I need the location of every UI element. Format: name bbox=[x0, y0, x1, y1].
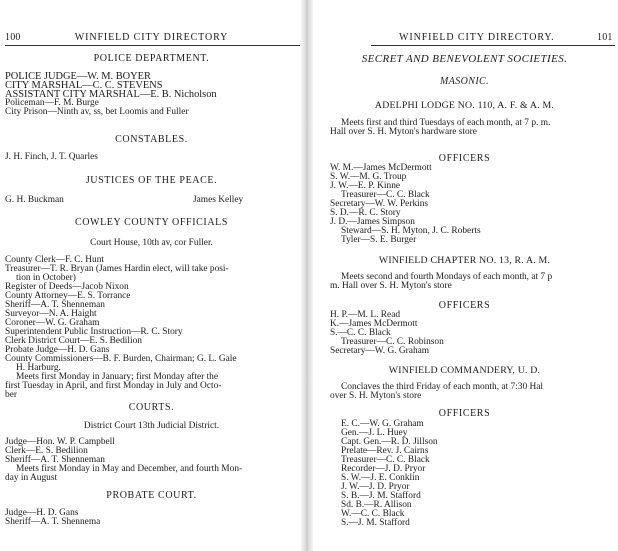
county-line: Surveyor—N. A. Haight bbox=[5, 309, 97, 319]
officer-line: S. W.—M. G. Troup bbox=[330, 172, 407, 182]
county-line: Coroner—W. G. Graham bbox=[5, 318, 100, 328]
officer-line: Treasurer—C. C. Robinson bbox=[341, 337, 444, 347]
header-rule bbox=[5, 45, 300, 46]
running-head: WINFIELD CITY DIRECTORY. bbox=[399, 32, 555, 43]
officer-line: Treasurer—C. C. Black bbox=[341, 455, 430, 465]
police-line: ASSISTANT CITY MARSHAL—E. B. Nicholson bbox=[5, 89, 217, 100]
courts-heading: COURTS. bbox=[128, 402, 175, 413]
probate-line: Judge—H. D. Gans bbox=[5, 508, 79, 518]
officer-line: S.—J. M. Stafford bbox=[341, 518, 410, 528]
officer-line: Sd. B.—R. Allison bbox=[341, 500, 412, 510]
chapter-heading: WINFIELD CHAPTER NO. 13, R. A. M. bbox=[378, 255, 551, 266]
masonic-subtitle: MASONIC. bbox=[439, 76, 490, 87]
officers-heading: OFFICERS bbox=[438, 300, 491, 311]
right-page bbox=[311, 0, 618, 551]
police-line: POLICE JUDGE—W. M. BOYER bbox=[5, 71, 151, 82]
officer-line: J. W.—J. D. Pryor bbox=[341, 482, 410, 492]
officers-heading: OFFICERS bbox=[438, 153, 491, 164]
page-number: 100 bbox=[5, 32, 21, 43]
county-line: Probate Judge—H. D. Gans bbox=[5, 345, 110, 355]
officer-line: E. C.—W. G. Graham bbox=[341, 419, 424, 429]
officer-line: J. W.—E. P. Kinne bbox=[330, 181, 401, 191]
constables-names: J. H. Finch, J. T. Quarles bbox=[5, 152, 98, 162]
officer-line: S. W.—J. E. Conklin bbox=[341, 473, 420, 483]
courts-line: day in August bbox=[5, 473, 58, 483]
county-line: County Attorney—E. S. Torrance bbox=[5, 291, 131, 301]
constables-heading: CONSTABLES. bbox=[115, 134, 188, 145]
county-line: H. Harburg. bbox=[16, 363, 61, 373]
page-number: 101 bbox=[597, 32, 613, 43]
county-line: Meets first Monday in January; first Monday after the bbox=[16, 372, 219, 382]
justices-heading: JUSTICES OF THE PEACE. bbox=[85, 175, 218, 186]
police-line: Policeman—F. M. Burge bbox=[5, 98, 99, 108]
justice-name: James Kelley bbox=[193, 195, 244, 205]
county-line: first Tuesday in April, and first Monday in July and Octo- bbox=[5, 381, 222, 391]
police-line: City Prison—Ninth av, ss, bet Loomis and Fuller bbox=[5, 107, 189, 117]
county-line: Clerk District Court—E. S. Bedilion bbox=[5, 336, 142, 346]
officer-line: Steward—S. H. Myton, J. C. Roberts bbox=[341, 226, 481, 236]
police-heading: POLICE DEPARTMENT. bbox=[93, 53, 210, 64]
commandery-meets: Conclaves the third Friday of each month, at 7:30 Hal bbox=[341, 382, 544, 392]
officer-line: K.—James McDermott bbox=[330, 319, 418, 329]
courts-line: Meets first Monday in May and December, and fourth Mon- bbox=[16, 464, 243, 474]
officer-line: J. D.—James Simpson bbox=[330, 217, 415, 227]
societies-title: SECRET AND BENEVOLENT SOCIETIES. bbox=[361, 53, 568, 65]
courts-line: Sheriff—A. T. Shenneman bbox=[5, 455, 105, 465]
officer-line: Prelate—Rev. J. Cairns bbox=[341, 446, 429, 456]
header-rule bbox=[371, 45, 615, 46]
officer-line: W. M.—James McDermott bbox=[330, 163, 432, 173]
county-heading: COWLEY COUNTY OFFICIALS bbox=[74, 217, 229, 228]
officer-line: W.—C. C. Black bbox=[341, 509, 405, 519]
county-line: tion in October) bbox=[16, 273, 76, 283]
left-page bbox=[0, 0, 303, 551]
running-head: WINFIELD CITY DIRECTORY bbox=[74, 32, 229, 43]
officer-line: H. P.—M. L. Read bbox=[330, 310, 401, 320]
county-line: County Commissioners—B. F. Burden, Chairman; G. L. Gale bbox=[5, 354, 237, 364]
probate-line: Sheriff—A. T. Shennema bbox=[5, 517, 101, 527]
officer-line: Recorder—J. D. Pryor bbox=[341, 464, 426, 474]
officer-line: Secretary—W. G. Graham bbox=[330, 346, 430, 356]
county-line: Treasurer—T. R. Bryan (James Hardin elect, will take posi- bbox=[5, 264, 229, 274]
adelphi-heading: ADELPHI LODGE NO. 110, A. F. & A. M. bbox=[374, 100, 555, 111]
officer-line: S.—C. C. Black bbox=[330, 328, 391, 338]
adelphi-meets: Hall over S. H. Myton's hardware store bbox=[330, 127, 477, 137]
police-line: CITY MARSHAL—C. C. STEVENS bbox=[5, 80, 163, 91]
courts-line: Judge—Hon. W. P. Campbell bbox=[5, 437, 115, 447]
adelphi-meets: Meets first and third Tuesdays of each month, at 7 p. m. bbox=[341, 118, 551, 128]
officer-line: S. D.—R. C. Story bbox=[330, 208, 401, 218]
officers-heading: OFFICERS bbox=[438, 408, 491, 419]
county-line: Register of Deeds—Jacob Nixon bbox=[5, 282, 129, 292]
officer-line: Secretary—W. W. Perkins bbox=[330, 199, 429, 209]
officer-line: Tyler—S. E. Burger bbox=[341, 235, 417, 245]
officer-line: Gen.—J. L. Huey bbox=[341, 428, 408, 438]
chapter-meets: m. Hall over S. H. Myton's store bbox=[330, 281, 452, 291]
officer-line: Capt. Gen.—R. D. Jillson bbox=[341, 437, 438, 447]
county-line: Superintendent Public Instruction—R. C. Story bbox=[5, 327, 183, 337]
probate-heading: PROBATE COURT. bbox=[106, 490, 197, 501]
county-line: ber bbox=[5, 390, 17, 400]
county-line: Sheriff—A. T. Shenneman bbox=[5, 300, 105, 310]
commandery-meets: over S. H. Myton's store bbox=[330, 391, 422, 401]
commandery-heading: WINFIELD COMMANDERY, U. D. bbox=[388, 365, 541, 376]
officer-line: Treasurer—C. C. Black bbox=[341, 190, 430, 200]
courts-subheading: District Court 13th Judicial District. bbox=[83, 421, 220, 431]
officer-line: S. B.—J. M. Stafford bbox=[341, 491, 421, 501]
chapter-meets: Meets second and fourth Mondays of each month, at 7 p bbox=[341, 272, 553, 282]
county-subheading: Court House, 10th av, cor Fuller. bbox=[90, 238, 213, 248]
justice-name: G. H. Buckman bbox=[5, 195, 64, 205]
county-line: County Clerk—F. C. Hunt bbox=[5, 255, 104, 265]
courts-line: Clerk—E. S. Bedilion bbox=[5, 446, 88, 456]
